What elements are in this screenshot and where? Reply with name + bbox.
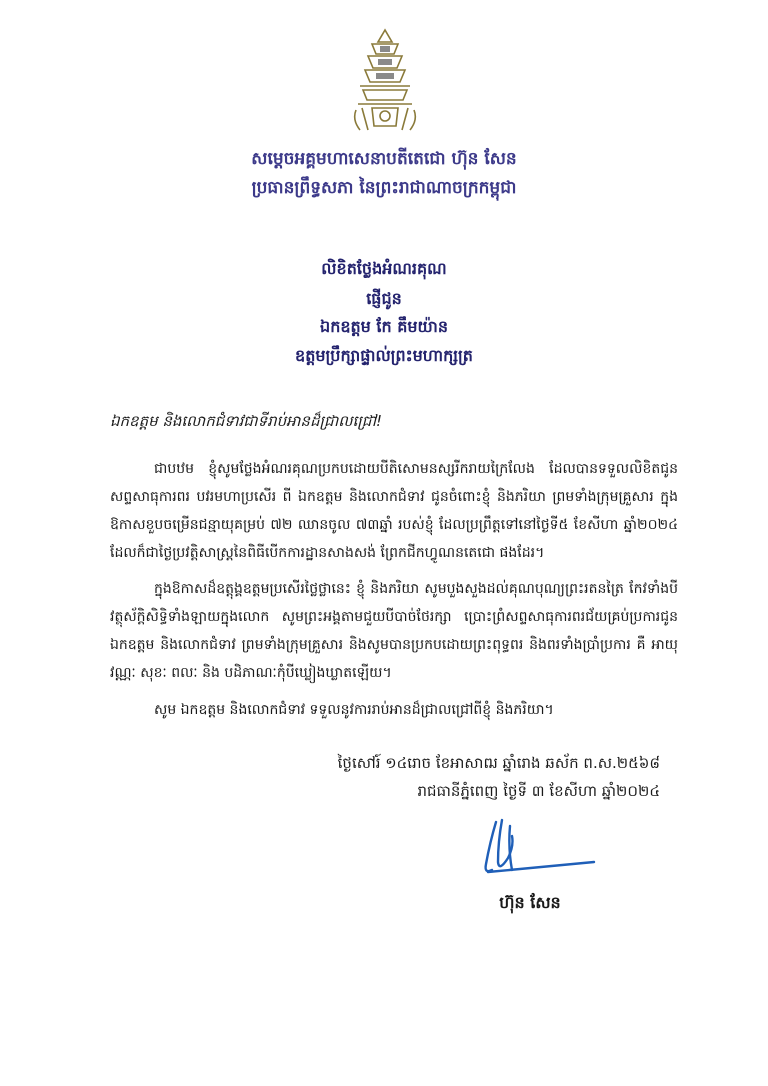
salutation: ឯកឧត្តម និងលោកជំទាវជាទីរាប់អានដ៏ជ្រាលជ្រៅ! xyxy=(110,412,383,430)
lunar-date: ថ្ងៃសៅរ៍ ១៤រោច ខែអាសាឍ ឆ្នាំរោង ឆស័ក ព.ស.២៥៦៨ xyxy=(337,754,660,772)
letter-to-label: ផ្ញើជូន xyxy=(366,289,402,308)
paragraph-1: ជាបឋម ខ្ញុំសូមថ្លែងអំណរគុណប្រកបដោយបីតិសោមនស្សរីករាយក្រៃលែង ដែលបានទទួលលិខិតជូនសព្ទសាធុការពរ បវរមហាប្រសើរ ពី ឯកឧត្តម និងលោកជំទាវ ជូនចំពោះខ្ញុំ និងភរិយា ព្រមទាំងក្រុមគ្រួសារ ក្នុងឱកាសខួបចម្រើនជន្មាយុគម្រប់ ៧២ ឈានចូល ៧៣ឆ្នាំ របស់ខ្ញុំ ដែលប្រព្រឹត្តទៅនៅថ្ងៃទី៥ ខែសីហា ឆ្នាំ២០២៤ ដែលក៏ជាថ្ងៃប្រវត្តិសាស្ត្រនៃពិធីបើកការដ្ឋានសាងសង់ ព្រែកជីកហ្វូណនតេជោ ផងដែរ។ xyxy=(110,461,678,561)
recipient-title: ឧត្តមប្រឹក្សាផ្ទាល់ព្រះមហាក្សត្រ xyxy=(295,346,473,365)
signer-name: ហ៊ុន សែន xyxy=(499,893,561,912)
paragraph-2: ក្នុងឱកាសដ៏ឧត្តុង្គឧត្តមប្រសើរថ្លៃថ្លានេះ ខ្ញុំ និងភរិយា សូមបួងសួងដល់គុណបុណ្យព្រះរតនត្រៃ កែវទាំងបី វត្ថុស័ក្តិសិទ្ធិទាំងឡាយក្នុងលោក សូមព្រះអង្គតាមជួយបីបាច់ថែរក្សា ប្រោះព្រំសព្ទសាធុការពរជ័យគ្រប់ប្រការជូន ឯកឧត្តម និងលោកជំទាវ ព្រមទាំងក្រុមគ្រួសារ និងសូមបានប្រកបដោយព្រះពុទ្ធពរ និងពរទាំងប្រាំប្រការ គឺ អាយុ វណ្ណៈ សុខៈ ពលៈ និង បដិភាណៈកុំបីឃ្លៀងឃ្លាតឡើយ។ xyxy=(110,581,678,681)
issuer-name: សម្តេចអគ្គមហាសេនាបតីតេជោ ហ៊ុន សែន xyxy=(251,149,517,169)
letter-title: លិខិតថ្លែងអំណរគុណ xyxy=(321,259,447,278)
recipient-name: ឯកឧត្តម កែ គឹមយ៉ាន xyxy=(320,317,448,336)
senate-emblem-icon xyxy=(350,26,420,134)
handwritten-signature xyxy=(468,812,598,892)
paragraph-3: សូម ឯកឧត្តម និងលោកជំទាវ ទទួលនូវការរាប់អានដ៏ជ្រាលជ្រៅពីខ្ញុំ និងភរិយា។ xyxy=(154,702,554,718)
solar-date: រាជធានីភ្នំពេញ ថ្ងៃទី ៣ ខែសីហា ឆ្នាំ២០២៤ xyxy=(417,782,660,800)
issuer-position: ប្រធានព្រឹទ្ធសភា នៃព្រះរាជាណាចក្រកម្ពុជា xyxy=(251,178,517,198)
